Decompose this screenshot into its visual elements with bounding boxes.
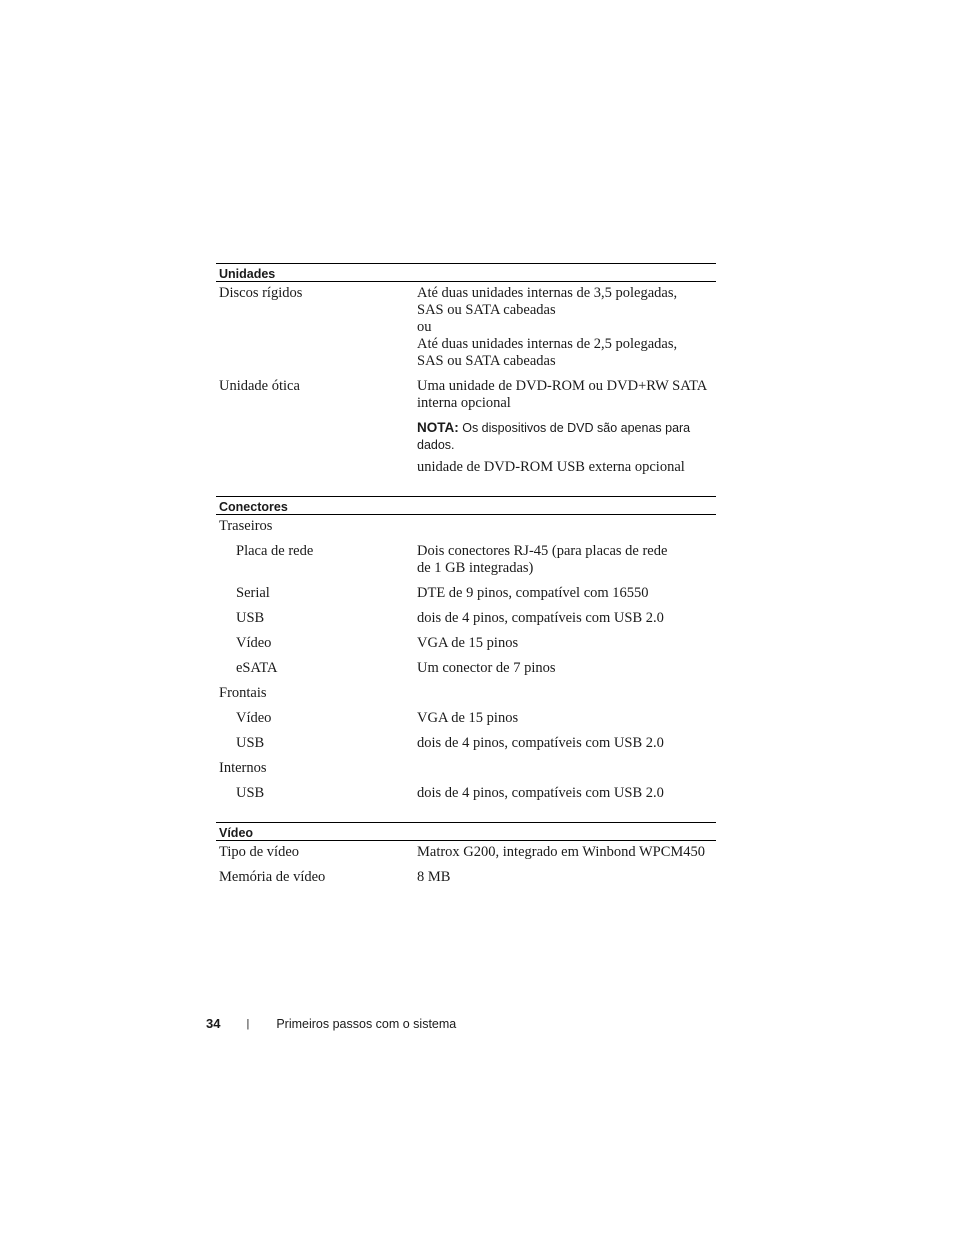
spec-label: Discos rígidos [219, 285, 303, 301]
section-video [216, 822, 716, 890]
spec-value-line: Dois conectores RJ-45 (para placas de rede [417, 543, 668, 559]
spec-label: Placa de rede [236, 543, 314, 559]
spec-row-internal-usb [216, 781, 716, 806]
spec-value: DTE de 9 pinos, compatível com 16550 [417, 585, 649, 601]
spec-label: USB [236, 785, 265, 801]
spec-row-hard-drives [216, 282, 716, 374]
spec-label: USB [236, 735, 265, 751]
section-connectors [216, 496, 716, 806]
spec-value: dois de 4 pinos, compatíveis com USB 2.0 [417, 610, 664, 626]
spec-value: 8 MB [417, 869, 451, 885]
spec-row-serial [216, 581, 716, 606]
subgroup-internal [216, 756, 716, 781]
spec-value: VGA de 15 pinos [417, 710, 519, 726]
subgroup-rear [216, 515, 716, 539]
section-header-connectors: Conectores [216, 496, 716, 515]
note-text: Os dispositivos de DVD são apenas para dados. [417, 421, 691, 452]
spec-label: Vídeo [236, 635, 272, 651]
subgroup-label: Traseiros [219, 518, 273, 534]
subgroup-front [216, 681, 716, 706]
section-header-video: Vídeo [216, 822, 716, 841]
spec-value [417, 543, 716, 577]
spec-label: Tipo de vídeo [219, 844, 300, 860]
spec-value: VGA de 15 pinos [417, 635, 519, 651]
spec-row-optical-drive [216, 374, 716, 416]
spec-value: Um conector de 7 pinos [417, 660, 556, 676]
note [417, 419, 697, 454]
section-header-drives: Unidades [216, 263, 716, 282]
spec-row-esata [216, 656, 716, 681]
spec-value [417, 285, 716, 370]
spec-value-line: Até duas unidades internas de 2,5 polegadas, [417, 336, 678, 352]
spec-row-network [216, 539, 716, 581]
spec-value: dois de 4 pinos, compatíveis com USB 2.0 [417, 785, 664, 801]
spec-row-video-memory [216, 865, 716, 890]
spec-row-rear-video [216, 631, 716, 656]
spec-label: eSATA [236, 660, 278, 676]
subgroup-label: Frontais [219, 685, 267, 701]
specifications-table [216, 263, 716, 906]
spec-value-line: SAS ou SATA cabeadas [417, 302, 556, 318]
spec-value-line: Até duas unidades internas de 3,5 polegadas, [417, 285, 678, 301]
spec-value-line: interna opcional [417, 395, 511, 411]
footer-title: Primeiros passos com o sistema [276, 1017, 457, 1031]
spec-value: unidade de DVD-ROM USB externa opcional [417, 459, 685, 475]
spec-row-front-video [216, 706, 716, 731]
spec-value: dois de 4 pinos, compatíveis com USB 2.0 [417, 735, 664, 751]
spec-row-external-optical [216, 459, 716, 480]
spec-value: Matrox G200, integrado em Winbond WPCM450 [417, 844, 706, 860]
spec-value-line: ou [417, 319, 432, 335]
note-row [216, 416, 716, 459]
subgroup-label: Internos [219, 760, 267, 776]
spec-label: Serial [236, 585, 270, 601]
spec-value-line: Uma unidade de DVD-ROM ou DVD+RW SATA [417, 378, 708, 394]
spec-value [417, 378, 716, 412]
spec-label: Memória de vídeo [219, 869, 326, 885]
page-number: 34 [206, 1016, 221, 1031]
note-label: NOTA: [417, 420, 459, 435]
page-footer [206, 1016, 456, 1032]
spec-value-line: SAS ou SATA cabeadas [417, 353, 556, 369]
spec-row-front-usb [216, 731, 716, 756]
spec-label: USB [236, 610, 265, 626]
footer-separator: | [246, 1018, 250, 1030]
spec-label: Unidade ótica [219, 378, 300, 394]
section-drives [216, 263, 716, 480]
spec-value-line: de 1 GB integradas) [417, 560, 534, 576]
spec-row-rear-usb [216, 606, 716, 631]
spec-label: Vídeo [236, 710, 272, 726]
spec-row-video-type [216, 841, 716, 865]
